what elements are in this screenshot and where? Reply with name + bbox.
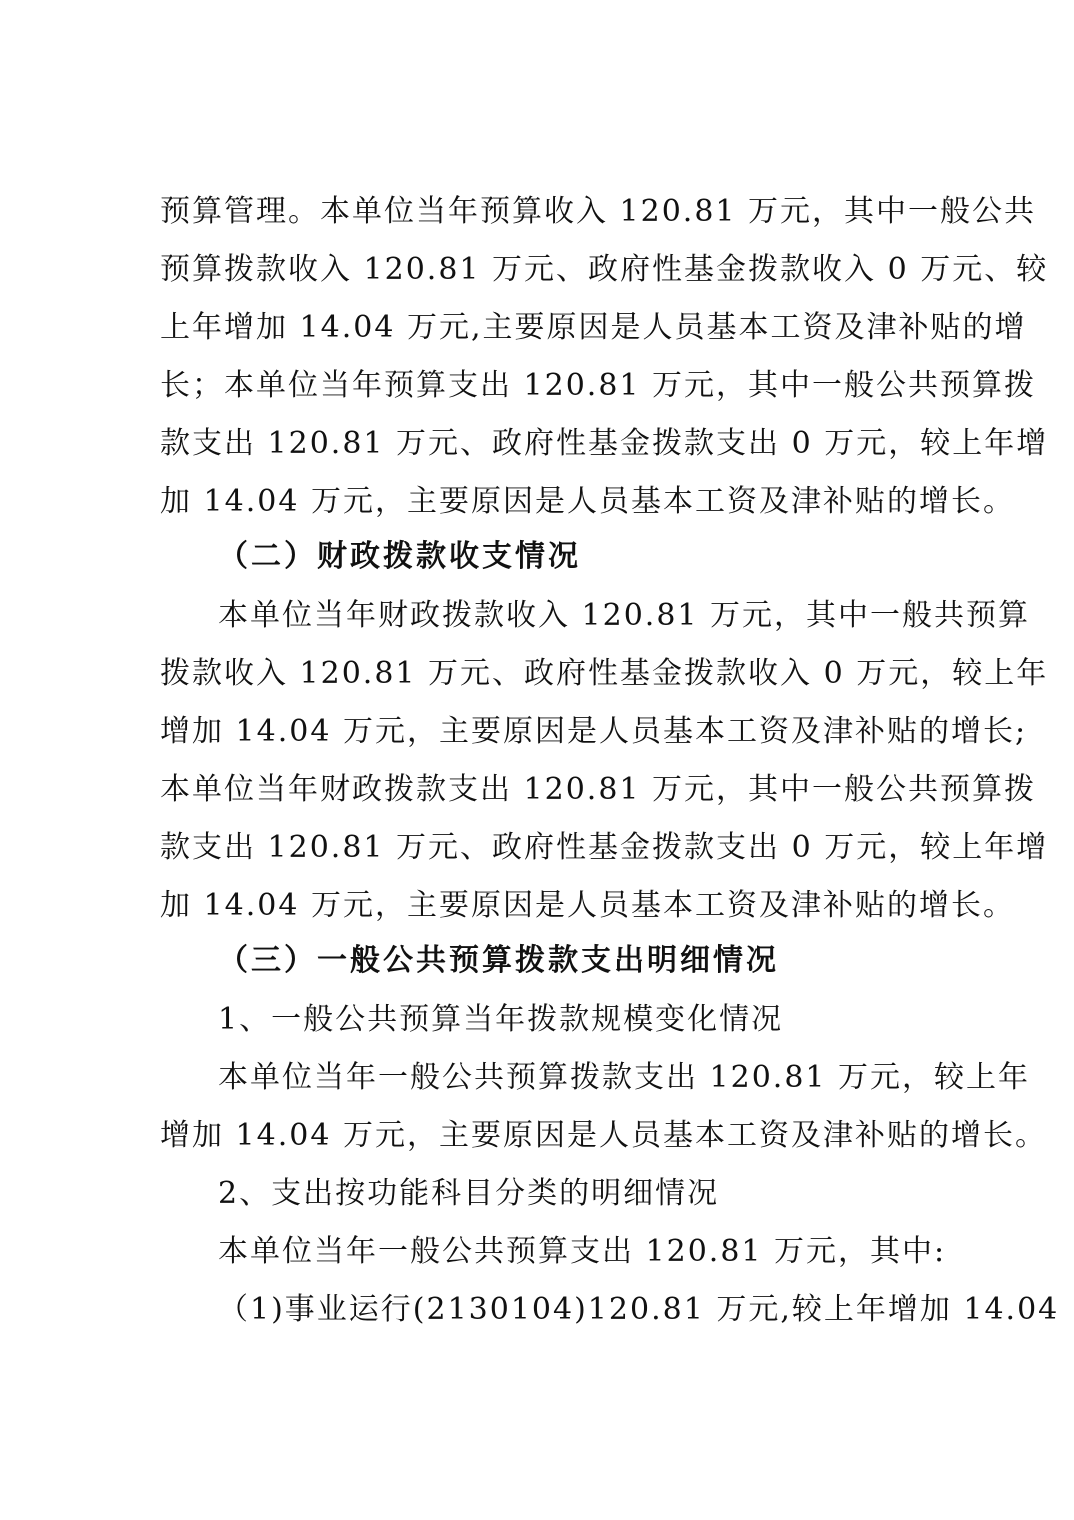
body-text-line: 增加 14.04 万元，主要原因是人员基本工资及津补贴的增长。 bbox=[160, 1118, 1047, 1153]
body-text-line: 长；本单位当年预算支出 120.81 万元，其中一般公共预算拨 bbox=[160, 368, 1037, 403]
subsection-heading: 2、支出按功能科目分类的明细情况 bbox=[218, 1176, 720, 1211]
body-text-line: 预算管理。本单位当年预算收入 120.81 万元，其中一般公共 bbox=[160, 194, 1037, 229]
body-text-line: 本单位当年财政拨款收入 120.81 万元，其中一般共预算 bbox=[218, 598, 1031, 633]
body-text-line: 加 14.04 万元，主要原因是人员基本工资及津补贴的增长。 bbox=[160, 484, 1015, 519]
body-text-line: 加 14.04 万元，主要原因是人员基本工资及津补贴的增长。 bbox=[160, 888, 1015, 923]
body-text-line: 本单位当年一般公共预算拨款支出 120.81 万元，较上年 bbox=[218, 1060, 1031, 1095]
body-text-line: 拨款收入 120.81 万元、政府性基金拨款收入 0 万元，较上年 bbox=[160, 656, 1049, 691]
body-text-line: 款支出 120.81 万元、政府性基金拨款支出 0 万元，较上年增 bbox=[160, 426, 1049, 461]
section-heading: （三）一般公共预算拨款支出明细情况 bbox=[218, 943, 779, 978]
body-text-line: 预算拨款收入 120.81 万元、政府性基金拨款收入 0 万元、较 bbox=[160, 252, 1049, 287]
body-text-line: 款支出 120.81 万元、政府性基金拨款支出 0 万元，较上年增 bbox=[160, 830, 1049, 865]
body-text-line: 增加 14.04 万元，主要原因是人员基本工资及津补贴的增长; bbox=[160, 714, 1028, 749]
body-text-line: 本单位当年一般公共预算支出 120.81 万元，其中: bbox=[218, 1234, 947, 1269]
body-text-line: 本单位当年财政拨款支出 120.81 万元，其中一般公共预算拨 bbox=[160, 772, 1037, 807]
subsection-heading: 1、一般公共预算当年拨款规模变化情况 bbox=[218, 1002, 784, 1037]
section-heading: （二）财政拨款收支情况 bbox=[218, 539, 581, 574]
body-text-line: 上年增加 14.04 万元,主要原因是人员基本工资及津补贴的增 bbox=[160, 310, 1027, 345]
body-text-line: （1)事业运行(2130104)120.81 万元,较上年增加 14.04 bbox=[218, 1292, 1060, 1327]
